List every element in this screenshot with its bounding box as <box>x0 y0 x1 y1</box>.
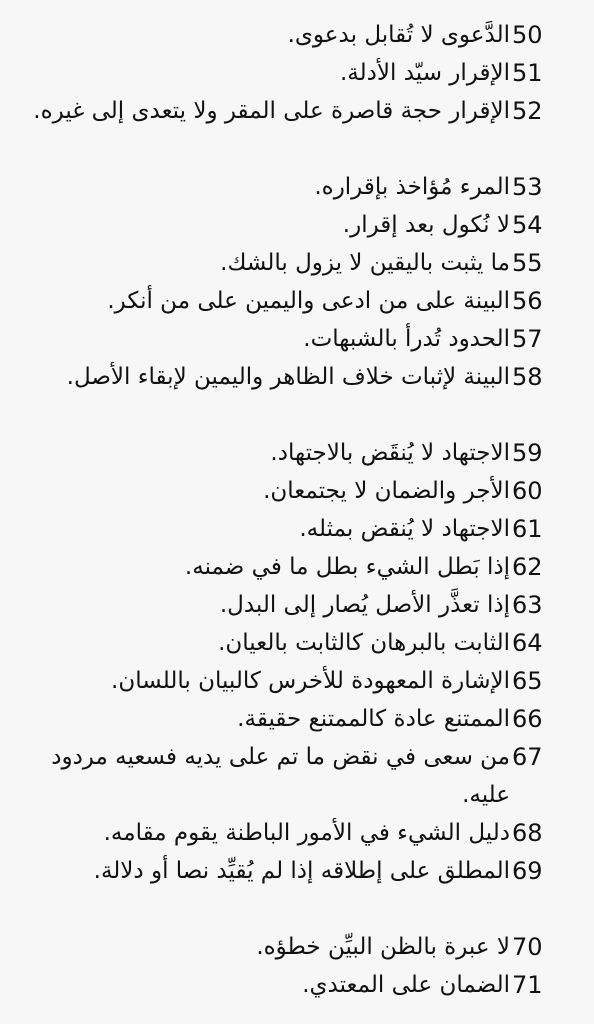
rule-number: 55 <box>512 249 543 277</box>
rule-item <box>0 358 594 434</box>
rule-text: لا نُكول بعد إقرار. <box>342 212 510 238</box>
rule-text: لا عبرة بالظن البيِّن خطؤه. <box>256 934 510 960</box>
rule-item <box>0 16 594 54</box>
rule-number: 51 <box>512 59 543 87</box>
rule-text: البينة على من ادعى واليمين على من أنكر. <box>107 288 510 314</box>
rule-text: الثابت بالبرهان كالثابت بالعيان. <box>218 630 510 656</box>
rule-item <box>0 92 594 168</box>
rule-text: الحدود تُدرأ بالشبهات. <box>303 326 510 352</box>
rule-number: 67 <box>512 743 543 771</box>
rule-text: الأجر والضمان لا يجتمعان. <box>263 478 510 504</box>
rule-number: 63 <box>512 591 543 619</box>
rule-text: الاجتهاد لا يُنقض بمثله. <box>299 516 510 542</box>
rule-text: الاجتهاد لا يُنقَض بالاجتهاد. <box>270 440 510 466</box>
rule-number: 58 <box>512 363 543 391</box>
rule-item <box>0 624 594 662</box>
rule-item <box>0 586 594 624</box>
rule-number: 59 <box>512 439 543 467</box>
rule-number: 71 <box>512 971 543 999</box>
rule-text: ما يثبت باليقين لا يزول بالشك. <box>220 250 510 276</box>
rule-item <box>0 814 594 852</box>
rule-item <box>0 206 594 244</box>
rule-text: الضمان على المعتدي. <box>302 972 510 998</box>
rule-text: دليل الشيء في الأمور الباطنة يقوم مقامه. <box>103 820 510 846</box>
rule-item <box>0 510 594 548</box>
rule-item <box>0 738 594 814</box>
rule-item <box>0 320 594 358</box>
rule-text: إذا تعذَّر الأصل يُصار إلى البدل. <box>219 592 510 618</box>
rule-number: 57 <box>512 325 543 353</box>
rule-item <box>0 54 594 92</box>
rule-number: 69 <box>512 857 543 885</box>
rule-item <box>0 244 594 282</box>
rule-number: 65 <box>512 667 543 695</box>
rule-text: الإقرار سيّد الأدلة. <box>340 60 510 86</box>
rule-item <box>0 662 594 700</box>
rule-text: الإقرار حجة قاصرة على المقر ولا يتعدى إلى غيره. <box>33 98 510 124</box>
rule-item <box>0 928 594 966</box>
rule-number: 54 <box>512 211 543 239</box>
rule-item <box>0 548 594 586</box>
rule-text: المطلق على إطلاقه إذا لم يُقيِّد نصا أو دلالة. <box>93 858 510 884</box>
rule-number: 64 <box>512 629 543 657</box>
rule-number: 70 <box>512 933 543 961</box>
rule-text: من سعى في نقض ما تم على يديه فسعيه مردود عليه. <box>51 744 510 808</box>
rule-item <box>0 282 594 320</box>
rule-number: 60 <box>512 477 543 505</box>
rule-item <box>0 168 594 206</box>
rule-number: 50 <box>512 21 543 49</box>
rule-text: إذا بَطل الشيء بطل ما في ضمنه. <box>184 554 510 580</box>
rule-item <box>0 852 594 928</box>
rule-text: الممتنع عادة كالممتنع حقيقة. <box>237 706 510 732</box>
rule-text: المرء مُؤاخذ بإقراره. <box>314 174 510 200</box>
rule-number: 62 <box>512 553 543 581</box>
rule-text: الدَّعوى لا تُقابل بدعوى. <box>287 22 510 48</box>
rule-number: 61 <box>512 515 543 543</box>
rule-number: 68 <box>512 819 543 847</box>
rule-item <box>0 700 594 738</box>
rule-number: 52 <box>512 97 543 125</box>
rule-item <box>0 472 594 510</box>
rule-number: 53 <box>512 173 543 201</box>
rule-number: 66 <box>512 705 543 733</box>
rule-item <box>0 434 594 472</box>
rule-text: البينة لإثبات خلاف الظاهر واليمين لإبقاء الأصل. <box>66 364 510 390</box>
rule-text: الإشارة المعهودة للأخرس كالبيان باللسان. <box>111 668 510 694</box>
rule-item <box>0 966 594 1004</box>
rule-number: 56 <box>512 287 543 315</box>
